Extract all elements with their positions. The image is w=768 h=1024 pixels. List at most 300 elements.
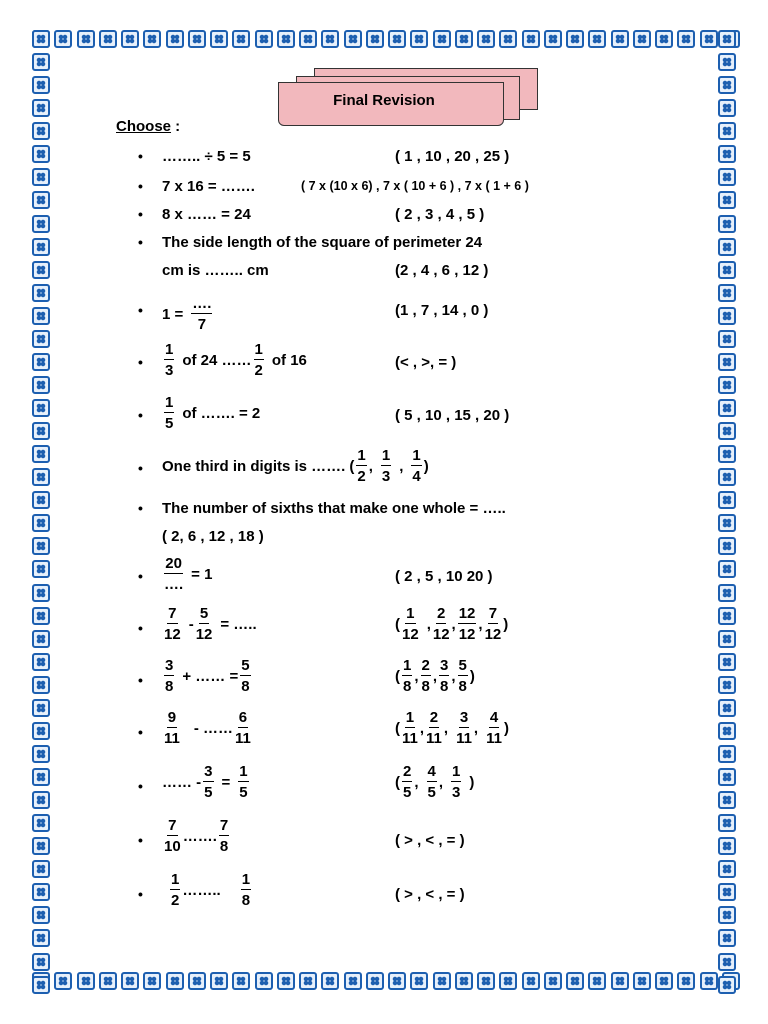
border-tile-icon bbox=[566, 972, 584, 990]
border-tile-icon bbox=[677, 972, 695, 990]
numerator: 2 bbox=[429, 709, 439, 726]
question-text: One third in digits is ……. bbox=[162, 457, 346, 475]
numerator: 3 bbox=[204, 763, 213, 780]
numerator: 1 bbox=[403, 657, 412, 674]
denominator: 11 bbox=[456, 730, 472, 747]
denominator: 12 bbox=[164, 626, 181, 643]
border-tile-icon bbox=[477, 972, 495, 990]
border-tile-icon bbox=[718, 953, 736, 971]
fraction bbox=[238, 764, 248, 800]
fraction bbox=[170, 872, 180, 908]
answer-options: (2 , 4 , 6 , 12 ) bbox=[395, 262, 489, 279]
border-tile-icon bbox=[611, 30, 629, 48]
denominator: 8 bbox=[219, 838, 229, 855]
bullet: • bbox=[138, 234, 143, 250]
bullet: • bbox=[138, 724, 143, 740]
answer-options: ( 2 , 3 , 4 , 5 ) bbox=[395, 206, 485, 223]
border-tile-icon bbox=[388, 972, 406, 990]
question-text: …… - bbox=[162, 773, 202, 791]
fraction bbox=[203, 764, 213, 800]
border-tile-icon bbox=[718, 376, 736, 394]
border-tile-icon bbox=[77, 972, 95, 990]
numerator: 4 bbox=[489, 709, 499, 726]
denominator: 11 bbox=[486, 730, 502, 747]
bullet: • bbox=[138, 206, 143, 222]
question-text: 1 = bbox=[162, 305, 184, 323]
border-tile-icon bbox=[277, 972, 295, 990]
answer-options: ( $\frac{1}{11}$ , $\frac{2}{11}$ , $\frac{3}{11}$ , $\frac{4}{11}$ ) bbox=[395, 709, 509, 747]
fraction bbox=[219, 818, 229, 854]
border-tile-icon bbox=[718, 399, 736, 417]
options-close-paren: ) bbox=[423, 457, 429, 475]
denominator: 12 bbox=[432, 626, 450, 643]
page-border-top bbox=[32, 30, 740, 52]
answer-options: ( $\frac{1}{8}$ , $\frac{2}{8}$ , $\frac{3}{8}$ , $\frac{5}{8}$ ) bbox=[395, 657, 475, 695]
denominator: 11 bbox=[402, 730, 418, 747]
border-tile-icon bbox=[32, 837, 50, 855]
fraction bbox=[241, 872, 251, 908]
choose-colon: : bbox=[171, 118, 181, 135]
bullet: • bbox=[138, 302, 143, 318]
answer-options: ( > , < , = ) bbox=[395, 832, 465, 849]
border-tile-icon bbox=[410, 972, 428, 990]
border-tile-icon bbox=[54, 30, 72, 48]
question-expression bbox=[162, 872, 253, 908]
question-expression bbox=[162, 556, 212, 592]
border-tile-icon bbox=[655, 30, 673, 48]
border-tile-icon bbox=[255, 30, 273, 48]
question-text: + …… = bbox=[182, 667, 239, 685]
border-tile-icon bbox=[718, 883, 736, 901]
answer-options: ( 1 , 10 , 20 , 25 ) bbox=[395, 148, 510, 165]
numerator: 1 bbox=[254, 341, 263, 358]
denominator: 2 bbox=[357, 468, 366, 485]
bullet: • bbox=[138, 620, 143, 636]
border-tile-icon bbox=[522, 972, 540, 990]
denominator: 5 bbox=[165, 415, 174, 432]
border-tile-icon bbox=[566, 30, 584, 48]
option-fraction bbox=[421, 658, 431, 694]
numerator: 3 bbox=[440, 657, 449, 674]
option-fraction bbox=[402, 764, 412, 800]
border-tile-icon bbox=[588, 972, 606, 990]
border-tile-icon bbox=[32, 261, 50, 279]
border-tile-icon bbox=[718, 353, 736, 371]
border-tile-icon bbox=[718, 676, 736, 694]
denominator: 3 bbox=[381, 468, 391, 485]
question-text-line-2: cm is …….. cm bbox=[162, 262, 269, 279]
border-tile-icon bbox=[299, 30, 317, 48]
border-tile-icon bbox=[718, 906, 736, 924]
border-tile-icon bbox=[718, 30, 736, 48]
border-tile-icon bbox=[99, 30, 117, 48]
bullet: • bbox=[138, 407, 143, 423]
border-tile-icon bbox=[188, 30, 206, 48]
numerator: 5 bbox=[199, 605, 209, 622]
numerator: 7 bbox=[168, 605, 177, 622]
border-tile-icon bbox=[718, 122, 736, 140]
bullet: • bbox=[138, 886, 143, 902]
option-fraction bbox=[456, 710, 472, 746]
page-title: Final Revision bbox=[333, 92, 435, 109]
border-tile-icon bbox=[477, 30, 495, 48]
answer-options: ( $\frac{2}{5}$ , $\frac{4}{5}$ , $\frac{1}{3}$ ) bbox=[395, 763, 475, 801]
border-tile-icon bbox=[32, 676, 50, 694]
title-banner bbox=[278, 66, 538, 128]
border-tile-icon bbox=[455, 972, 473, 990]
border-tile-icon bbox=[344, 972, 362, 990]
border-tile-icon bbox=[718, 791, 736, 809]
equals-sign: = bbox=[221, 773, 231, 791]
border-tile-icon bbox=[718, 837, 736, 855]
bullet: • bbox=[138, 354, 143, 370]
numerator: 3 bbox=[459, 709, 469, 726]
choose-label: Choose bbox=[116, 118, 172, 135]
border-tile-icon bbox=[718, 653, 736, 671]
border-tile-icon bbox=[32, 330, 50, 348]
fraction bbox=[196, 606, 213, 642]
numerator: 2 bbox=[437, 605, 446, 622]
border-tile-icon bbox=[718, 860, 736, 878]
border-tile-icon bbox=[32, 814, 50, 832]
option-fraction bbox=[458, 658, 468, 694]
instructions-heading bbox=[116, 118, 180, 135]
numerator: 2 bbox=[421, 657, 430, 674]
numerator: 20 bbox=[165, 555, 182, 572]
border-tile-icon bbox=[433, 972, 451, 990]
denominator: 8 bbox=[458, 678, 467, 695]
denominator: 5 bbox=[427, 784, 436, 801]
fraction bbox=[254, 342, 264, 378]
denominator: 7 bbox=[197, 316, 207, 333]
fraction bbox=[164, 395, 174, 431]
border-tile-icon bbox=[32, 745, 50, 763]
border-tile-icon bbox=[32, 860, 50, 878]
numerator: 2 bbox=[403, 763, 412, 780]
border-tile-icon bbox=[611, 972, 629, 990]
border-tile-icon bbox=[32, 399, 50, 417]
numerator: 1 bbox=[165, 341, 174, 358]
border-tile-icon bbox=[32, 514, 50, 532]
border-tile-icon bbox=[277, 30, 295, 48]
border-tile-icon bbox=[718, 168, 736, 186]
border-tile-icon bbox=[718, 284, 736, 302]
border-tile-icon bbox=[77, 30, 95, 48]
border-tile-icon bbox=[366, 972, 384, 990]
numerator: 1 bbox=[357, 447, 366, 464]
denominator: 12 bbox=[458, 626, 476, 643]
question-expression bbox=[162, 296, 214, 332]
border-tile-icon bbox=[718, 307, 736, 325]
border-tile-icon bbox=[718, 514, 736, 532]
border-tile-icon bbox=[718, 491, 736, 509]
question-expression bbox=[162, 764, 251, 800]
border-tile-icon bbox=[32, 238, 50, 256]
border-tile-icon bbox=[32, 630, 50, 648]
option-fraction bbox=[451, 764, 461, 800]
options-open-paren: ( bbox=[395, 773, 400, 791]
denominator: …. bbox=[164, 576, 184, 593]
question-expression bbox=[162, 710, 253, 746]
option-fraction bbox=[356, 448, 366, 484]
denominator: 3 bbox=[165, 362, 174, 379]
question-text: …….. ÷ 5 = 5 bbox=[162, 148, 251, 165]
border-tile-icon bbox=[718, 584, 736, 602]
question-expression bbox=[162, 818, 231, 854]
denominator: 5 bbox=[239, 784, 248, 801]
border-tile-icon bbox=[32, 30, 50, 48]
options-open-paren: ( bbox=[349, 457, 355, 475]
border-tile-icon bbox=[32, 307, 50, 325]
page-border-right bbox=[718, 30, 740, 994]
numerator: 4 bbox=[427, 763, 436, 780]
bullet: • bbox=[138, 460, 143, 476]
border-tile-icon bbox=[718, 261, 736, 279]
border-tile-icon bbox=[32, 215, 50, 233]
bullet: • bbox=[138, 178, 143, 194]
question-text: 7 x 16 = ……. bbox=[162, 178, 255, 195]
numerator: 5 bbox=[458, 657, 467, 674]
numerator: …. bbox=[192, 295, 212, 312]
fraction bbox=[164, 658, 174, 694]
denominator: 12 bbox=[195, 626, 213, 643]
question-text-line-1: The number of sixths that make one whole = ….. bbox=[162, 500, 506, 517]
denominator: 10 bbox=[164, 838, 181, 855]
border-tile-icon bbox=[544, 972, 562, 990]
border-tile-icon bbox=[32, 953, 50, 971]
answer-options: (1 , 7 , 14 , 0 ) bbox=[395, 302, 489, 319]
fraction bbox=[164, 606, 181, 642]
border-tile-icon bbox=[32, 791, 50, 809]
question-text: of 24 …… bbox=[182, 351, 252, 369]
border-tile-icon bbox=[32, 768, 50, 786]
fraction bbox=[235, 710, 251, 746]
options-close-paren: ) bbox=[503, 719, 509, 737]
bullet: • bbox=[138, 148, 143, 164]
border-tile-icon bbox=[32, 699, 50, 717]
border-tile-icon bbox=[232, 30, 250, 48]
options-close-paren: ) bbox=[469, 773, 475, 791]
numerator: 1 bbox=[405, 709, 415, 726]
question-text: ……. bbox=[182, 827, 217, 845]
border-tile-icon bbox=[718, 53, 736, 71]
question-text: = ….. bbox=[220, 615, 257, 633]
border-tile-icon bbox=[718, 722, 736, 740]
border-tile-icon bbox=[32, 468, 50, 486]
border-tile-icon bbox=[410, 30, 428, 48]
denominator: 11 bbox=[426, 730, 442, 747]
border-tile-icon bbox=[718, 814, 736, 832]
border-tile-icon bbox=[121, 972, 139, 990]
options-close-paren: ) bbox=[469, 667, 475, 685]
border-tile-icon bbox=[718, 238, 736, 256]
border-tile-icon bbox=[143, 972, 161, 990]
border-tile-icon bbox=[255, 972, 273, 990]
answer-options: ( 7 x (10 x 6) , 7 x ( 10 + 6 ) , 7 x ( 1 + 6 ) bbox=[301, 179, 529, 193]
denominator: 11 bbox=[164, 730, 180, 747]
option-fraction bbox=[381, 448, 391, 484]
bullet: • bbox=[138, 832, 143, 848]
border-tile-icon bbox=[32, 284, 50, 302]
options-open-paren: ( bbox=[395, 667, 400, 685]
option-fraction bbox=[402, 658, 412, 694]
border-tile-icon bbox=[32, 99, 50, 117]
border-tile-icon bbox=[32, 145, 50, 163]
border-tile-icon bbox=[633, 30, 651, 48]
border-tile-icon bbox=[718, 215, 736, 233]
border-tile-icon bbox=[388, 30, 406, 48]
border-tile-icon bbox=[433, 30, 451, 48]
answer-options: (< , >, = ) bbox=[395, 354, 457, 371]
fraction bbox=[164, 342, 174, 378]
fraction bbox=[240, 658, 250, 694]
denominator: 12 bbox=[402, 626, 419, 643]
border-tile-icon bbox=[718, 422, 736, 440]
border-tile-icon bbox=[718, 445, 736, 463]
option-fraction bbox=[458, 606, 477, 642]
numerator: 1 bbox=[412, 447, 421, 464]
border-tile-icon bbox=[32, 491, 50, 509]
border-tile-icon bbox=[718, 768, 736, 786]
border-tile-icon bbox=[718, 191, 736, 209]
border-tile-icon bbox=[718, 929, 736, 947]
border-tile-icon bbox=[32, 376, 50, 394]
question-text: 8 x …… = 24 bbox=[162, 206, 251, 223]
numerator: 1 bbox=[239, 763, 248, 780]
question-text: - …… bbox=[193, 719, 234, 737]
numerator: 1 bbox=[452, 763, 461, 780]
border-tile-icon bbox=[121, 30, 139, 48]
border-tile-icon bbox=[32, 122, 50, 140]
border-tile-icon bbox=[718, 330, 736, 348]
border-tile-icon bbox=[718, 145, 736, 163]
denominator: 12 bbox=[484, 626, 502, 643]
denominator: 8 bbox=[403, 678, 412, 695]
page-border-bottom bbox=[32, 972, 740, 994]
numerator: 1 bbox=[241, 871, 251, 888]
border-tile-icon bbox=[718, 537, 736, 555]
numerator: 6 bbox=[238, 709, 248, 726]
denominator: 8 bbox=[241, 678, 250, 695]
border-tile-icon bbox=[299, 972, 317, 990]
fraction bbox=[191, 296, 212, 332]
border-tile-icon bbox=[700, 30, 718, 48]
border-tile-icon bbox=[32, 722, 50, 740]
numerator: 1 bbox=[381, 447, 391, 464]
question-text: of ……. = 2 bbox=[182, 404, 261, 422]
border-tile-icon bbox=[210, 972, 228, 990]
border-tile-icon bbox=[166, 30, 184, 48]
border-tile-icon bbox=[32, 929, 50, 947]
border-tile-icon bbox=[718, 630, 736, 648]
border-tile-icon bbox=[718, 99, 736, 117]
border-tile-icon bbox=[718, 699, 736, 717]
question-expression bbox=[162, 395, 260, 431]
bullet: • bbox=[138, 672, 143, 688]
answer-options: ( 5 , 10 , 15 , 20 ) bbox=[395, 407, 510, 424]
border-tile-icon bbox=[455, 30, 473, 48]
bullet: • bbox=[138, 500, 143, 516]
question-text-line-1: The side length of the square of perimeter 24 bbox=[162, 234, 483, 251]
border-tile-icon bbox=[677, 30, 695, 48]
fraction bbox=[164, 818, 181, 854]
operator: - bbox=[188, 615, 194, 633]
border-tile-icon bbox=[32, 607, 50, 625]
border-tile-icon bbox=[32, 584, 50, 602]
denominator: 5 bbox=[403, 784, 412, 801]
border-tile-icon bbox=[32, 560, 50, 578]
border-tile-icon bbox=[32, 168, 50, 186]
option-fraction bbox=[411, 448, 421, 484]
border-tile-icon bbox=[718, 745, 736, 763]
border-tile-icon bbox=[344, 30, 362, 48]
option-fraction bbox=[433, 606, 450, 642]
options-close-paren: ) bbox=[503, 615, 509, 633]
question-expression: One third in digits is ……. ( $\frac{1}{2}$ , $\frac{1}{3}$ , $\frac{1}{4}$ ) bbox=[162, 447, 429, 485]
question-expression bbox=[162, 606, 257, 642]
border-tile-icon bbox=[499, 30, 517, 48]
fraction bbox=[164, 710, 180, 746]
option-fraction bbox=[486, 710, 502, 746]
border-tile-icon bbox=[32, 653, 50, 671]
border-tile-icon bbox=[32, 906, 50, 924]
border-tile-icon bbox=[321, 30, 339, 48]
border-tile-icon bbox=[700, 972, 718, 990]
border-tile-icon bbox=[32, 76, 50, 94]
border-tile-icon bbox=[32, 53, 50, 71]
denominator: 8 bbox=[421, 678, 430, 695]
numerator: 3 bbox=[165, 657, 174, 674]
denominator: 2 bbox=[171, 892, 180, 909]
border-tile-icon bbox=[522, 30, 540, 48]
border-tile-icon bbox=[718, 560, 736, 578]
option-fraction bbox=[439, 658, 449, 694]
border-tile-icon bbox=[188, 972, 206, 990]
fraction bbox=[164, 556, 183, 592]
option-fraction bbox=[485, 606, 502, 642]
option-fraction bbox=[402, 710, 418, 746]
border-tile-icon bbox=[32, 537, 50, 555]
options-open-paren: ( bbox=[395, 615, 400, 633]
numerator: 7 bbox=[219, 817, 229, 834]
border-tile-icon bbox=[32, 191, 50, 209]
answer-options: ( 2, 6 , 12 , 18 ) bbox=[162, 528, 264, 545]
denominator: 8 bbox=[165, 678, 174, 695]
numerator: 1 bbox=[406, 605, 415, 622]
question-text: of 16 bbox=[271, 351, 307, 369]
border-tile-icon bbox=[718, 976, 736, 994]
answer-options: ( $\frac{1}{12}$ , $\frac{2}{12}$ , $\frac{12}{12}$ , $\frac{7}{12}$ ) bbox=[395, 605, 509, 643]
denominator: 2 bbox=[254, 362, 263, 379]
border-tile-icon bbox=[321, 972, 339, 990]
denominator: 3 bbox=[452, 784, 461, 801]
question-text: …….. bbox=[182, 881, 221, 899]
border-tile-icon bbox=[366, 30, 384, 48]
question-expression bbox=[162, 342, 307, 378]
numerator: 5 bbox=[241, 657, 250, 674]
denominator: 11 bbox=[235, 730, 251, 747]
border-tile-icon bbox=[633, 972, 651, 990]
options-open-paren: ( bbox=[395, 719, 400, 737]
border-tile-icon bbox=[655, 972, 673, 990]
border-tile-icon bbox=[544, 30, 562, 48]
numerator: 7 bbox=[168, 817, 177, 834]
denominator: 4 bbox=[412, 468, 421, 485]
denominator: 5 bbox=[204, 784, 213, 801]
border-tile-icon bbox=[32, 445, 50, 463]
option-fraction bbox=[402, 606, 419, 642]
border-tile-icon bbox=[32, 353, 50, 371]
